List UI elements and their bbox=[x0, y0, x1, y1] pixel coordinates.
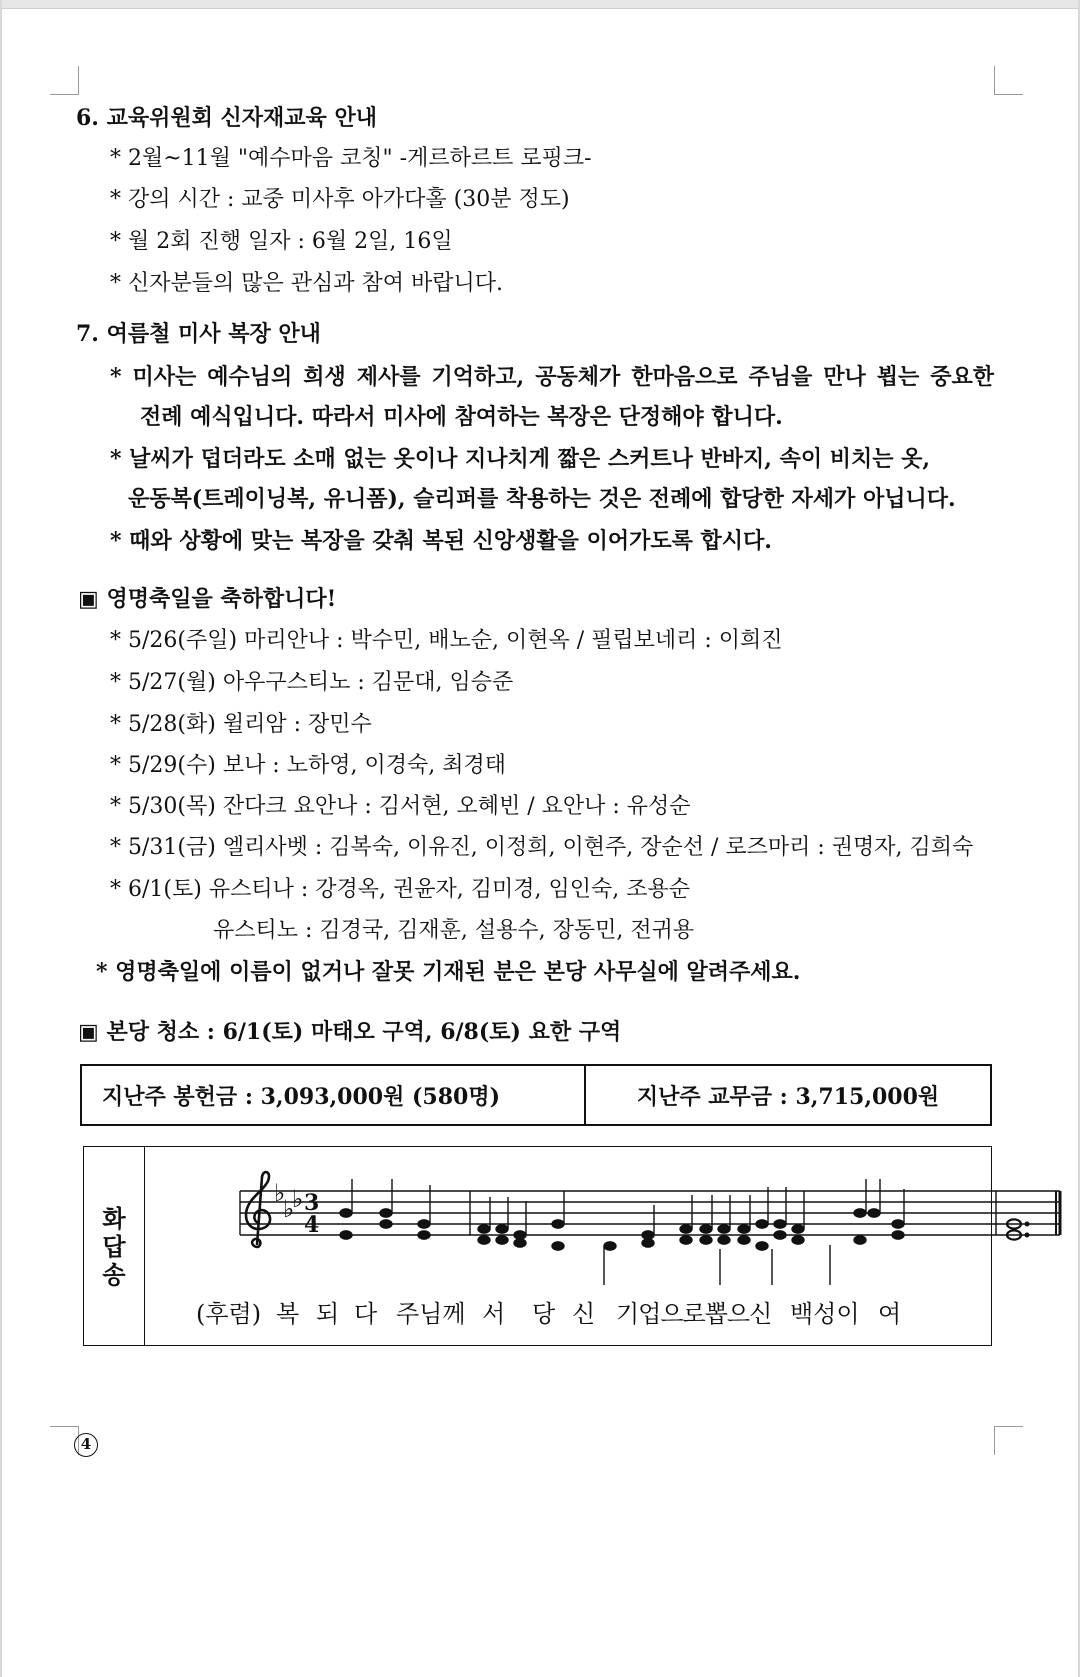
lyric-syllable: 기업으로뽑으신 bbox=[616, 1300, 772, 1328]
lyric-syllable: 서 bbox=[482, 1300, 506, 1328]
lyric-syllable: (후렴) bbox=[196, 1300, 262, 1328]
section7-item: * 날씨가 덥더라도 소매 없는 옷이나 지나치게 짧은 스커트나 반바지, 속이 비치는 옷, bbox=[110, 446, 931, 472]
section7-item: * 때와 상황에 맞는 복장을 갖춰 복된 신앙생활을 이어가도록 합시다. bbox=[110, 528, 772, 554]
key-signature-icon bbox=[274, 1179, 303, 1223]
section7-item-text: 때와 상황에 맞는 복장을 갖춰 복된 신앙생활을 이어가도록 합시다. bbox=[129, 528, 772, 554]
svg-text:3: 3 bbox=[304, 1190, 320, 1216]
svg-text:4: 4 bbox=[304, 1212, 320, 1238]
feast-title-text: 영명축일을 축하합니다! bbox=[106, 586, 337, 612]
feast-item: * 5/30(목) 잔다크 요안나 : 김서현, 오혜빈 / 요안나 : 유성순 bbox=[110, 794, 691, 819]
lyric-syllable: 여 bbox=[878, 1300, 902, 1328]
cleaning-notice bbox=[78, 1018, 621, 1046]
lyric-syllable: 신 bbox=[572, 1300, 596, 1328]
section7-title: 7. 여름철 미사 복장 안내 bbox=[76, 321, 321, 347]
svg-text:♭: ♭ bbox=[292, 1185, 304, 1213]
section7-item-continuation: 전례 예식입니다. 따라서 미사에 참여하는 복장은 단정해야 합니다. bbox=[140, 404, 783, 430]
offerings-table bbox=[80, 1064, 992, 1126]
page-number: 4 bbox=[74, 1433, 98, 1457]
obligation-cell: 지난주 교무금 : 3,715,000원 bbox=[636, 1083, 940, 1110]
lyric-syllable: 다 bbox=[354, 1300, 378, 1328]
section6-item-text: 신자분들의 많은 관심과 참여 바랍니다. bbox=[128, 271, 503, 296]
lyric-syllable: 당 bbox=[532, 1300, 556, 1328]
feast-item: * 5/27(월) 아우구스티노 : 김문대, 임승준 bbox=[110, 670, 514, 695]
section6-title: 6. 교육위원회 신자재교육 안내 bbox=[76, 105, 377, 131]
feast-note-text: 영명축일에 이름이 없거나 잘못 기재된 분은 본당 사무실에 알려주세요. bbox=[115, 959, 801, 985]
feast-item: * 6/1(토) 유스티나 : 강경옥, 권윤자, 김미경, 임인숙, 조용순 bbox=[110, 877, 690, 902]
lyric-syllable: 되 bbox=[316, 1300, 340, 1328]
responsorial-psalm-box bbox=[83, 1146, 992, 1346]
feast-item: * 5/29(수) 보나 : 노하영, 이경숙, 최경태 bbox=[110, 753, 506, 778]
notes bbox=[340, 1179, 1029, 1285]
offering-cell: 지난주 봉헌금 : 3,093,000원 (580명) bbox=[82, 1066, 586, 1124]
treble-clef-icon bbox=[246, 1172, 270, 1247]
feast-item-text: 5/28(화) 윌리암 : 장민수 bbox=[128, 712, 372, 737]
section6-item: * 2월~11월 "예수마음 코칭" -게르하르트 로핑크- bbox=[110, 146, 592, 171]
page-top-edge bbox=[0, 0, 1080, 9]
section7-item-text: 미사는 예수님의 희생 제사를 기억하고, 공동체가 한마음으로 주님을 만나 뵙는 중요한 bbox=[132, 364, 994, 390]
feast-note: * 영명축일에 이름이 없거나 잘못 기재된 분은 본당 사무실에 알려주세요. bbox=[96, 959, 801, 985]
section6-item-text: 월 2회 진행 일자 : 6월 2일, 16일 bbox=[128, 229, 453, 254]
section6-item: * 신자분들의 많은 관심과 참여 바랍니다. bbox=[110, 271, 503, 296]
lyric-syllable: 주님께 bbox=[396, 1300, 466, 1328]
time-signature-icon bbox=[304, 1190, 319, 1238]
feast-title bbox=[78, 585, 336, 613]
page-left-edge bbox=[0, 0, 2, 1677]
lyric-syllable: 복 bbox=[276, 1300, 300, 1328]
square-bullet-icon: ▣ bbox=[78, 1019, 99, 1045]
section6-item-text: 강의 시간 : 교중 미사후 아가다홀 (30분 정도) bbox=[128, 187, 570, 212]
feast-item-text: 5/27(월) 아우구스티노 : 김문대, 임승준 bbox=[128, 670, 514, 695]
feast-item-text: 5/29(수) 보나 : 노하영, 이경숙, 최경태 bbox=[128, 753, 506, 778]
lyric-syllable: 백성이 bbox=[790, 1300, 860, 1328]
section7-item-continuation: 운동복(트레이닝복, 유니폼), 슬리퍼를 착용하는 것은 전례에 합당한 자세가 아닙니다. bbox=[128, 486, 956, 512]
svg-text:♭: ♭ bbox=[283, 1195, 295, 1223]
feast-item: * 5/26(주일) 마리안나 : 박수민, 배노순, 이현옥 / 필립보네리 : 이희진 bbox=[110, 628, 783, 653]
section6-item: * 강의 시간 : 교중 미사후 아가다홀 (30분 정도) bbox=[110, 187, 570, 212]
psalm-label-char: 송 bbox=[102, 1260, 126, 1289]
music-staff bbox=[154, 1165, 1064, 1295]
crop-mark-bottom-right bbox=[994, 1426, 1023, 1455]
section6-item: * 월 2회 진행 일자 : 6월 2일, 16일 bbox=[110, 229, 453, 254]
section6-item-text: 2월~11월 "예수마음 코칭" -게르하르트 로핑크- bbox=[128, 146, 592, 171]
section7-item-text: 날씨가 덥더라도 소매 없는 옷이나 지나치게 짧은 스커트나 반바지, 속이 비치는 옷, bbox=[129, 446, 931, 472]
crop-mark-top-left bbox=[50, 66, 79, 95]
feast-item: * 5/28(화) 윌리암 : 장민수 bbox=[110, 712, 372, 737]
crop-mark-top-right bbox=[994, 66, 1023, 95]
psalm-label-char: 답 bbox=[102, 1232, 126, 1261]
psalm-label-column bbox=[84, 1147, 145, 1345]
cleaning-text: 본당 청소 : 6/1(토) 마태오 구역, 6/8(토) 요한 구역 bbox=[106, 1019, 622, 1045]
feast-item: * 5/31(금) 엘리사벳 : 김복숙, 이유진, 이정희, 이현주, 장순선 / 로즈마리 : 권명자, 김희숙 bbox=[110, 835, 974, 860]
feast-item-text: 5/30(목) 잔다크 요안나 : 김서현, 오혜빈 / 요안나 : 유성순 bbox=[128, 794, 691, 819]
feast-item-text: 5/26(주일) 마리안나 : 박수민, 배노순, 이현옥 / 필립보네리 : 이희진 bbox=[128, 628, 783, 653]
feast-item-text: 5/31(금) 엘리사벳 : 김복숙, 이유진, 이정희, 이현주, 장순선 / 로즈마리 : 권명자, 김희숙 bbox=[128, 835, 974, 860]
psalm-label-char: 화 bbox=[102, 1204, 126, 1233]
section7-item: * 미사는 예수님의 희생 제사를 기억하고, 공동체가 한마음으로 주님을 만나 뵙는 중요한 bbox=[110, 364, 994, 390]
feast-item-continuation: 유스티노 : 김경국, 김재훈, 설용수, 장동민, 전귀용 bbox=[213, 918, 695, 943]
square-bullet-icon: ▣ bbox=[78, 586, 99, 612]
svg-text:♭: ♭ bbox=[274, 1179, 286, 1207]
feast-item-text: 6/1(토) 유스티나 : 강경옥, 권윤자, 김미경, 임인숙, 조용순 bbox=[128, 877, 690, 902]
